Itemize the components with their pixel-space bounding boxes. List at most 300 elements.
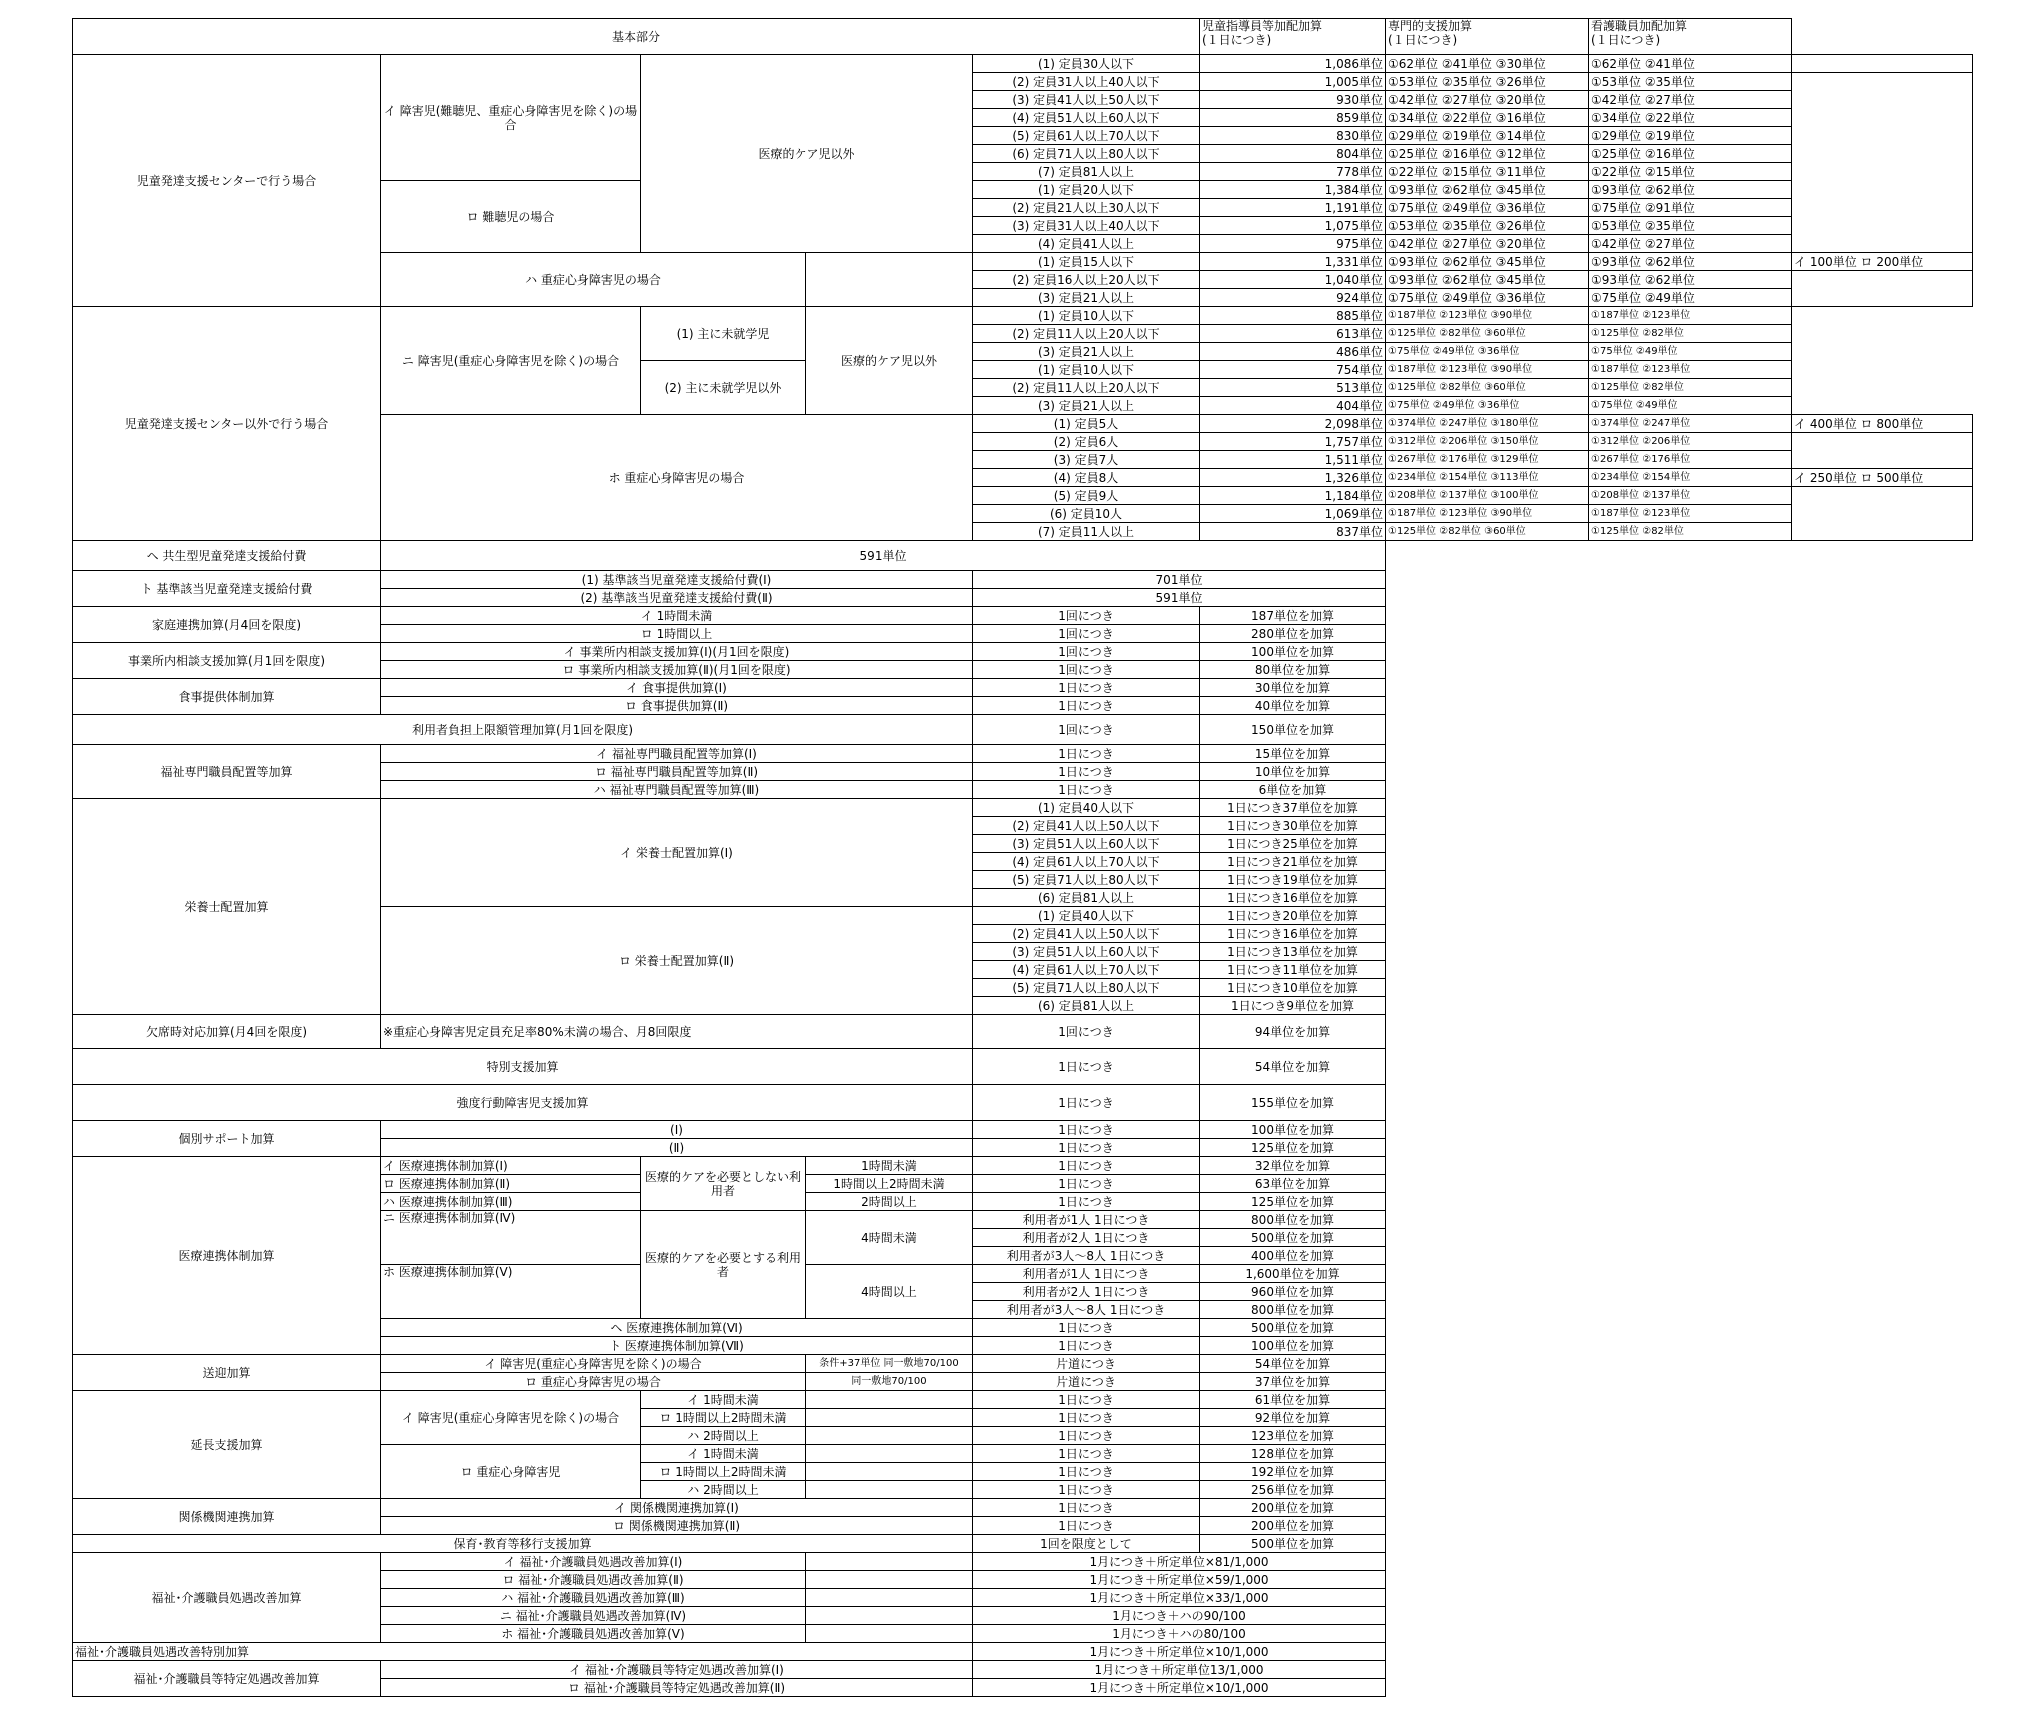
special-value: 54単位を加算: [1199, 1048, 1386, 1085]
relation-item: ロ 関係機関連携加算(Ⅱ): [380, 1516, 973, 1535]
meal-value: 40単位を加算: [1199, 696, 1386, 715]
nutri-value: 1日につき25単位を加算: [1199, 834, 1386, 853]
child-staff-value: ①75単位 ②49単位 ③36単位: [1385, 288, 1589, 307]
child-staff-value: ①93単位 ②62単位 ③45単位: [1385, 270, 1589, 289]
capacity-row: (2) 定員6人: [972, 432, 1200, 451]
medical-care: 医療的ケアを必要とする利用者: [640, 1210, 806, 1319]
welfare-item: ロ 福祉専門職員配置等加算(Ⅱ): [380, 762, 973, 781]
child-staff-value: ①53単位 ②35単位 ③26単位: [1385, 72, 1589, 91]
nurse-empty: [1791, 486, 1973, 541]
s2-sub1: (1) 主に未就学児: [640, 306, 806, 361]
extend-value: 123単位を加算: [1199, 1426, 1386, 1445]
unit-value: 404単位: [1199, 396, 1386, 415]
consult-label: 事業所内相談支援加算(月1回を限度): [72, 642, 381, 679]
treat-value: 1月につき＋所定単位×59/1,000: [972, 1570, 1386, 1589]
medical-value: 960単位を加算: [1199, 1282, 1386, 1301]
header-nurse: 看護職員加配加算 (１日につき): [1588, 18, 1792, 55]
nutri-capacity: (3) 定員51人以上60人以下: [972, 942, 1200, 961]
capacity-row: (3) 定員7人: [972, 450, 1200, 469]
extend-value: 128単位を加算: [1199, 1444, 1386, 1463]
special-support-value: ①75単位 ②49単位: [1588, 342, 1792, 361]
header-child-staff: 児童指導員等加配加算 (１日につき): [1199, 18, 1386, 55]
child-staff-value: ①25単位 ②16単位 ③12単位: [1385, 144, 1589, 163]
special-support-value: ①187単位 ②123単位: [1588, 360, 1792, 379]
treat-spec-value: 1月につき＋所定単位×10/1,000: [972, 1678, 1386, 1697]
treat-spec-value: 1月につき＋所定単位13/1,000: [972, 1660, 1386, 1679]
capacity-row: (6) 定員71人以上80人以下: [972, 144, 1200, 163]
capacity-row: (2) 定員31人以上40人以下: [972, 72, 1200, 91]
nurse-empty: [1791, 270, 1973, 307]
medical-label: 医療連携体制加算: [72, 1156, 381, 1355]
medical-value: 32単位を加算: [1199, 1156, 1386, 1175]
support-item: (Ⅰ): [380, 1120, 973, 1139]
special-support-value: ①125単位 ②82単位: [1588, 324, 1792, 343]
capacity-row: (3) 定員21人以上: [972, 288, 1200, 307]
special-support-value: ①42単位 ②27単位: [1588, 234, 1792, 253]
nutri-value: 1日につき9単位を加算: [1199, 996, 1386, 1015]
capacity-row: (1) 定員30人以下: [972, 54, 1200, 73]
capacity-row: (1) 定員10人以下: [972, 360, 1200, 379]
nurse-empty: [1791, 432, 1973, 469]
transport-label: 送迎加算: [72, 1354, 381, 1391]
treat-spec-label: 福祉･介護職員等特定処遇改善加算: [72, 1660, 381, 1697]
medical-per: 1日につき: [972, 1318, 1200, 1337]
medical-ro: ロ 医療連携体制加算(Ⅱ): [380, 1174, 641, 1193]
treat-item: ロ 福祉･介護職員処遇改善加算(Ⅱ): [380, 1570, 806, 1589]
special-support-value: ①208単位 ②137単位: [1588, 486, 1792, 505]
medical-per: 利用者が2人 1日につき: [972, 1282, 1200, 1301]
capacity-row: (7) 定員11人以上: [972, 522, 1200, 541]
special-support-value: ①53単位 ②35単位: [1588, 72, 1792, 91]
treat-value: 1月につき＋ハの90/100: [972, 1606, 1386, 1625]
extend-value: 256単位を加算: [1199, 1480, 1386, 1499]
transport-cond: 条件+37単位 同一敷地70/100: [805, 1354, 973, 1373]
header-base: 基本部分: [72, 18, 1200, 55]
capacity-row: (2) 定員11人以上20人以下: [972, 378, 1200, 397]
unit-value: 830単位: [1199, 126, 1386, 145]
home-value: 280単位を加算: [1199, 624, 1386, 643]
treat-spec-item: ロ 福祉･介護職員等特定処遇改善加算(Ⅱ): [380, 1678, 973, 1697]
nutri-capacity: (5) 定員71人以上80人以下: [972, 870, 1200, 889]
nutri-value: 1日につき10単位を加算: [1199, 978, 1386, 997]
fee-schedule-table: [72, 18, 1972, 1726]
capacity-row: (1) 定員10人以下: [972, 306, 1200, 325]
extend-per: 1日につき: [972, 1390, 1200, 1409]
unit-value: 2,098単位: [1199, 414, 1386, 433]
nutri-label: 栄養士配置加算: [72, 798, 381, 1015]
transport-item: イ 障害児(重症心身障害児を除く)の場合: [380, 1354, 806, 1373]
nutri-value: 1日につき21単位を加算: [1199, 852, 1386, 871]
home-per: 1回につき: [972, 606, 1200, 625]
extend-per: 1日につき: [972, 1408, 1200, 1427]
capacity-row: (4) 定員51人以上60人以下: [972, 108, 1200, 127]
support-label: 個別サポート加算: [72, 1120, 381, 1157]
nutri-capacity: (6) 定員81人以上: [972, 888, 1200, 907]
special-support-value: ①374単位 ②247単位: [1588, 414, 1792, 433]
treat-sp-value: 1月につき＋所定単位×10/1,000: [972, 1642, 1386, 1661]
unit-value: 1,184単位: [1199, 486, 1386, 505]
behavior-value: 155単位を加算: [1199, 1084, 1386, 1121]
capacity-row: (2) 定員21人以上30人以下: [972, 198, 1200, 217]
child-staff-value: ①125単位 ②82単位 ③60単位: [1385, 522, 1589, 541]
nutri-value: 1日につき30単位を加算: [1199, 816, 1386, 835]
capacity-row: (4) 定員41人以上: [972, 234, 1200, 253]
transition-label: 保育･教育等移行支援加算: [72, 1534, 973, 1553]
special-support-value: ①187単位 ②123単位: [1588, 504, 1792, 523]
unit-value: 885単位: [1199, 306, 1386, 325]
capacity-row: (1) 定員15人以下: [972, 252, 1200, 271]
unit-value: 754単位: [1199, 360, 1386, 379]
transport-cond: 同一敷地70/100: [805, 1372, 973, 1391]
extend-empty: [805, 1390, 973, 1409]
behavior-per: 1日につき: [972, 1084, 1200, 1121]
medical-value: 500単位を加算: [1199, 1228, 1386, 1247]
child-staff-value: ①53単位 ②35単位 ③26単位: [1385, 216, 1589, 235]
nutri-capacity: (2) 定員41人以上50人以下: [972, 816, 1200, 835]
nutri-capacity: (6) 定員81人以上: [972, 996, 1200, 1015]
support-value: 125単位を加算: [1199, 1138, 1386, 1157]
home-value: 187単位を加算: [1199, 606, 1386, 625]
special-support-value: ①29単位 ②19単位: [1588, 126, 1792, 145]
support-value: 100単位を加算: [1199, 1120, 1386, 1139]
child-staff-value: ①62単位 ②41単位 ③30単位: [1385, 54, 1589, 73]
unit-value: 1,075単位: [1199, 216, 1386, 235]
special-support-value: ①93単位 ②62単位: [1588, 180, 1792, 199]
nurse-empty: [1791, 54, 1973, 73]
consult-item: ロ 事業所内相談支援加算(Ⅱ)(月1回を限度): [380, 660, 973, 679]
relation-value: 200単位を加算: [1199, 1516, 1386, 1535]
child-staff-value: ①208単位 ②137単位 ③100単位: [1385, 486, 1589, 505]
treat-empty: [805, 1624, 973, 1643]
treat-empty: [805, 1606, 973, 1625]
he-value: 591単位: [380, 540, 1386, 571]
treat-value: 1月につき＋所定単位×81/1,000: [972, 1552, 1386, 1571]
welfare-per: 1日につき: [972, 780, 1200, 799]
medical-time: 1時間以上2時間未満: [805, 1174, 973, 1193]
unit-value: 924単位: [1199, 288, 1386, 307]
child-staff-value: ①312単位 ②206単位 ③150単位: [1385, 432, 1589, 451]
transport-per: 片道につき: [972, 1354, 1200, 1373]
relation-label: 関係機関連携加算: [72, 1498, 381, 1535]
special-support-value: ①75単位 ②91単位: [1588, 198, 1792, 217]
medical-per: 利用者が1人 1日につき: [972, 1210, 1200, 1229]
child-staff-value: ①93単位 ②62単位 ③45単位: [1385, 252, 1589, 271]
home-label: 家庭連携加算(月4回を限度): [72, 606, 381, 643]
nutri-capacity: (2) 定員41人以上50人以下: [972, 924, 1200, 943]
nutri-value: 1日につき13単位を加算: [1199, 942, 1386, 961]
special-support-value: ①25単位 ②16単位: [1588, 144, 1792, 163]
welfare-item: イ 福祉専門職員配置等加算(Ⅰ): [380, 744, 973, 763]
relation-value: 200単位を加算: [1199, 1498, 1386, 1517]
consult-value: 80単位を加算: [1199, 660, 1386, 679]
special-support-value: ①75単位 ②49単位: [1588, 288, 1792, 307]
home-item: イ 1時間未満: [380, 606, 973, 625]
nutri-value: 1日につき16単位を加算: [1199, 924, 1386, 943]
special-support-value: ①75単位 ②49単位: [1588, 396, 1792, 415]
treat-label: 福祉･介護職員処遇改善加算: [72, 1552, 381, 1643]
nurse-empty: [1791, 72, 1973, 253]
medical-nocare: 医療的ケアを必要としない利用者: [640, 1156, 806, 1211]
unit-value: 975単位: [1199, 234, 1386, 253]
transport-per: 片道につき: [972, 1372, 1200, 1391]
transition-value: 500単位を加算: [1199, 1534, 1386, 1553]
nurse-value: イ 250単位 ロ 500単位: [1791, 468, 1973, 487]
medical-time: 2時間以上: [805, 1192, 973, 1211]
transition-per: 1回を限度として: [972, 1534, 1200, 1553]
treat-item: イ 福祉･介護職員処遇改善加算(Ⅰ): [380, 1552, 806, 1571]
unit-value: 1,331単位: [1199, 252, 1386, 271]
welfare-per: 1日につき: [972, 744, 1200, 763]
extend-per: 1日につき: [972, 1426, 1200, 1445]
child-staff-value: ①42単位 ②27単位 ③20単位: [1385, 90, 1589, 109]
unit-value: 1,326単位: [1199, 468, 1386, 487]
capacity-row: (5) 定員9人: [972, 486, 1200, 505]
capacity-row: (1) 定員5人: [972, 414, 1200, 433]
unit-value: 1,069単位: [1199, 504, 1386, 523]
child-staff-value: ①42単位 ②27単位 ③20単位: [1385, 234, 1589, 253]
medical-per: 1日につき: [972, 1174, 1200, 1193]
consult-per: 1回につき: [972, 660, 1200, 679]
capacity-row: (6) 定員10人: [972, 504, 1200, 523]
welfare-value: 10単位を加算: [1199, 762, 1386, 781]
extend-empty: [805, 1462, 973, 1481]
capacity-row: (3) 定員21人以上: [972, 396, 1200, 415]
treat-sp-label: 福祉･介護職員処遇改善特別加算: [72, 1642, 973, 1661]
unit-value: 778単位: [1199, 162, 1386, 181]
child-staff-value: ①125単位 ②82単位 ③60単位: [1385, 378, 1589, 397]
unit-value: 1,191単位: [1199, 198, 1386, 217]
extend-empty: [805, 1408, 973, 1427]
consult-per: 1回につき: [972, 642, 1200, 661]
special-support-value: ①234単位 ②154単位: [1588, 468, 1792, 487]
nutri-value: 1日につき19単位を加算: [1199, 870, 1386, 889]
medical-per: 利用者が1人 1日につき: [972, 1264, 1200, 1283]
medical-per: 利用者が3人～8人 1日につき: [972, 1246, 1200, 1265]
transport-item: ロ 重症心身障害児の場合: [380, 1372, 806, 1391]
medical-value: 500単位を加算: [1199, 1318, 1386, 1337]
transport-value: 54単位を加算: [1199, 1354, 1386, 1373]
medical-value: 1,600単位を加算: [1199, 1264, 1386, 1283]
special-support-value: ①62単位 ②41単位: [1588, 54, 1792, 73]
nutri-capacity: (3) 定員51人以上60人以下: [972, 834, 1200, 853]
to-r1: (1) 基準該当児童発達支援給付費(Ⅰ): [380, 570, 973, 589]
medical-time: 4時間以上: [805, 1264, 973, 1319]
extend-time: ハ 2時間以上: [640, 1426, 806, 1445]
unit-value: 1,511単位: [1199, 450, 1386, 469]
treat-item: ニ 福祉･介護職員処遇改善加算(Ⅳ): [380, 1606, 806, 1625]
welfare-value: 6単位を加算: [1199, 780, 1386, 799]
cap-mgmt-per: 1回につき: [972, 714, 1200, 745]
child-staff-value: ①93単位 ②62単位 ③45単位: [1385, 180, 1589, 199]
absence-per: 1回につき: [972, 1014, 1200, 1049]
capacity-row: (4) 定員8人: [972, 468, 1200, 487]
nutri-ro: ロ 栄養士配置加算(Ⅱ): [380, 906, 973, 1015]
special-support-value: ①187単位 ②123単位: [1588, 306, 1792, 325]
nutri-capacity: (1) 定員40人以下: [972, 906, 1200, 925]
special-support-value: ①53単位 ②35単位: [1588, 216, 1792, 235]
child-staff-value: ①75単位 ②49単位 ③36単位: [1385, 198, 1589, 217]
extend-time: ロ 1時間以上2時間未満: [640, 1462, 806, 1481]
child-staff-value: ①374単位 ②247単位 ③180単位: [1385, 414, 1589, 433]
s2-medcare: 医療的ケア児以外: [805, 306, 973, 415]
medical-per: 利用者が2人 1日につき: [972, 1228, 1200, 1247]
nutri-capacity: (4) 定員61人以上70人以下: [972, 852, 1200, 871]
extend-value: 192単位を加算: [1199, 1462, 1386, 1481]
nutri-capacity: (5) 定員71人以上80人以下: [972, 978, 1200, 997]
unit-value: 804単位: [1199, 144, 1386, 163]
extend-ro: ロ 重症心身障害児: [380, 1444, 641, 1499]
medical-ni: ニ 医療連携体制加算(Ⅳ): [380, 1210, 641, 1265]
special-support-value: ①22単位 ②15単位: [1588, 162, 1792, 181]
to-r2: (2) 基準該当児童発達支援給付費(Ⅱ): [380, 588, 973, 607]
consult-item: イ 事業所内相談支援加算(Ⅰ)(月1回を限度): [380, 642, 973, 661]
unit-value: 930単位: [1199, 90, 1386, 109]
behavior-label: 強度行動障害児支援加算: [72, 1084, 973, 1121]
special-support-value: ①267単位 ②176単位: [1588, 450, 1792, 469]
unit-value: 1,384単位: [1199, 180, 1386, 199]
extend-time: イ 1時間未満: [640, 1444, 806, 1463]
capacity-row: (3) 定員31人以上40人以下: [972, 216, 1200, 235]
nutri-capacity: (4) 定員61人以上70人以下: [972, 960, 1200, 979]
extend-time: イ 1時間未満: [640, 1390, 806, 1409]
medical-value: 100単位を加算: [1199, 1336, 1386, 1355]
special-support-value: ①93単位 ②62単位: [1588, 270, 1792, 289]
meal-value: 30単位を加算: [1199, 678, 1386, 697]
medical-ho: ホ 医療連携体制加算(Ⅴ): [380, 1264, 641, 1319]
cap-mgmt-value: 150単位を加算: [1199, 714, 1386, 745]
medical-time: 4時間未満: [805, 1210, 973, 1265]
home-item: ロ 1時間以上: [380, 624, 973, 643]
s1-ro: ロ 難聴児の場合: [380, 180, 641, 253]
s1-label: 児童発達支援センターで行う場合: [72, 54, 381, 307]
medical-ha: ハ 医療連携体制加算(Ⅲ): [380, 1192, 641, 1211]
support-per: 1日につき: [972, 1138, 1200, 1157]
relation-per: 1日につき: [972, 1516, 1200, 1535]
support-item: (Ⅱ): [380, 1138, 973, 1157]
extend-i: イ 障害児(重症心身障害児を除く)の場合: [380, 1390, 641, 1445]
absence-value: 94単位を加算: [1199, 1014, 1386, 1049]
s2-ho: ホ 重症心身障害児の場合: [380, 414, 973, 541]
unit-value: 1,086単位: [1199, 54, 1386, 73]
child-staff-value: ①22単位 ②15単位 ③11単位: [1385, 162, 1589, 181]
child-staff-value: ①187単位 ②123単位 ③90単位: [1385, 306, 1589, 325]
extend-empty: [805, 1444, 973, 1463]
support-per: 1日につき: [972, 1120, 1200, 1139]
meal-item: イ 食事提供加算(Ⅰ): [380, 678, 973, 697]
extend-time: ロ 1時間以上2時間未満: [640, 1408, 806, 1427]
extend-value: 92単位を加算: [1199, 1408, 1386, 1427]
treat-spec-item: イ 福祉･介護職員等特定処遇改善加算(Ⅰ): [380, 1660, 973, 1679]
capacity-row: (3) 定員41人以上50人以下: [972, 90, 1200, 109]
extend-label: 延長支援加算: [72, 1390, 381, 1499]
special-label: 特別支援加算: [72, 1048, 973, 1085]
unit-value: 513単位: [1199, 378, 1386, 397]
medical-value: 800単位を加算: [1199, 1210, 1386, 1229]
welfare-item: ハ 福祉専門職員配置等加算(Ⅲ): [380, 780, 973, 799]
absence-label: 欠席時対応加算(月4回を限度): [72, 1014, 381, 1049]
home-per: 1回につき: [972, 624, 1200, 643]
medical-per: 1日につき: [972, 1336, 1200, 1355]
extend-value: 61単位を加算: [1199, 1390, 1386, 1409]
relation-per: 1日につき: [972, 1498, 1200, 1517]
unit-value: 486単位: [1199, 342, 1386, 361]
medical-value: 400単位を加算: [1199, 1246, 1386, 1265]
header-special-support: 専門的支援加算 (１日につき): [1385, 18, 1589, 55]
child-staff-value: ①267単位 ②176単位 ③129単位: [1385, 450, 1589, 469]
capacity-row: (1) 定員20人以下: [972, 180, 1200, 199]
meal-per: 1日につき: [972, 678, 1200, 697]
capacity-row: (2) 定員11人以上20人以下: [972, 324, 1200, 343]
child-staff-value: ①187単位 ②123単位 ③90単位: [1385, 360, 1589, 379]
extend-per: 1日につき: [972, 1480, 1200, 1499]
special-support-value: ①42単位 ②27単位: [1588, 90, 1792, 109]
treat-value: 1月につき＋ハの80/100: [972, 1624, 1386, 1643]
child-staff-value: ①187単位 ②123単位 ③90単位: [1385, 504, 1589, 523]
special-support-value: ①125単位 ②82単位: [1588, 522, 1792, 541]
child-staff-value: ①34単位 ②22単位 ③16単位: [1385, 108, 1589, 127]
transport-value: 37単位を加算: [1199, 1372, 1386, 1391]
treat-item: ハ 福祉･介護職員処遇改善加算(Ⅲ): [380, 1588, 806, 1607]
unit-value: 613単位: [1199, 324, 1386, 343]
medical-to: ト 医療連携体制加算(Ⅶ): [380, 1336, 973, 1355]
medical-value: 800単位を加算: [1199, 1300, 1386, 1319]
cap-mgmt-label: 利用者負担上限額管理加算(月1回を限度): [72, 714, 973, 745]
welfare-value: 15単位を加算: [1199, 744, 1386, 763]
nutri-value: 1日につき20単位を加算: [1199, 906, 1386, 925]
treat-item: ホ 福祉･介護職員処遇改善加算(Ⅴ): [380, 1624, 806, 1643]
s1-i: イ 障害児(難聴児、重症心身障害児を除く)の場合: [380, 54, 641, 181]
child-staff-value: ①75単位 ②49単位 ③36単位: [1385, 342, 1589, 361]
unit-value: 1,040単位: [1199, 270, 1386, 289]
medical-value: 125単位を加算: [1199, 1192, 1386, 1211]
treat-empty: [805, 1552, 973, 1571]
treat-value: 1月につき＋所定単位×33/1,000: [972, 1588, 1386, 1607]
to-v1: 701単位: [972, 570, 1386, 589]
special-support-value: ①93単位 ②62単位: [1588, 252, 1792, 271]
nutri-value: 1日につき16単位を加算: [1199, 888, 1386, 907]
unit-value: 1,757単位: [1199, 432, 1386, 451]
treat-empty: [805, 1570, 973, 1589]
s2-sub2: (2) 主に未就学児以外: [640, 360, 806, 415]
consult-value: 100単位を加算: [1199, 642, 1386, 661]
child-staff-value: ①125単位 ②82単位 ③60単位: [1385, 324, 1589, 343]
capacity-row: (2) 定員16人以上20人以下: [972, 270, 1200, 289]
nutri-value: 1日につき11単位を加算: [1199, 960, 1386, 979]
medical-per: 1日につき: [972, 1156, 1200, 1175]
to-v2: 591単位: [972, 588, 1386, 607]
capacity-row: (5) 定員61人以上70人以下: [972, 126, 1200, 145]
s2-label: 児童発達支援センター以外で行う場合: [72, 306, 381, 541]
treat-empty: [805, 1588, 973, 1607]
special-per: 1日につき: [972, 1048, 1200, 1085]
he-label: ヘ 共生型児童発達支援給付費: [72, 540, 381, 571]
unit-value: 1,005単位: [1199, 72, 1386, 91]
child-staff-value: ①29単位 ②19単位 ③14単位: [1385, 126, 1589, 145]
medical-he: ヘ 医療連携体制加算(Ⅵ): [380, 1318, 973, 1337]
relation-item: イ 関係機関連携加算(Ⅰ): [380, 1498, 973, 1517]
medical-per: 1日につき: [972, 1192, 1200, 1211]
medical-per: 利用者が3人～8人 1日につき: [972, 1300, 1200, 1319]
nutri-value: 1日につき37単位を加算: [1199, 798, 1386, 817]
medical-time: 1時間未満: [805, 1156, 973, 1175]
nurse-value: イ 400単位 ロ 800単位: [1791, 414, 1973, 433]
s1-medcare: 医療的ケア児以外: [640, 54, 973, 253]
extend-empty: [805, 1426, 973, 1445]
extend-per: 1日につき: [972, 1462, 1200, 1481]
meal-item: ロ 食事提供加算(Ⅱ): [380, 696, 973, 715]
nutri-i: イ 栄養士配置加算(Ⅰ): [380, 798, 973, 907]
meal-per: 1日につき: [972, 696, 1200, 715]
